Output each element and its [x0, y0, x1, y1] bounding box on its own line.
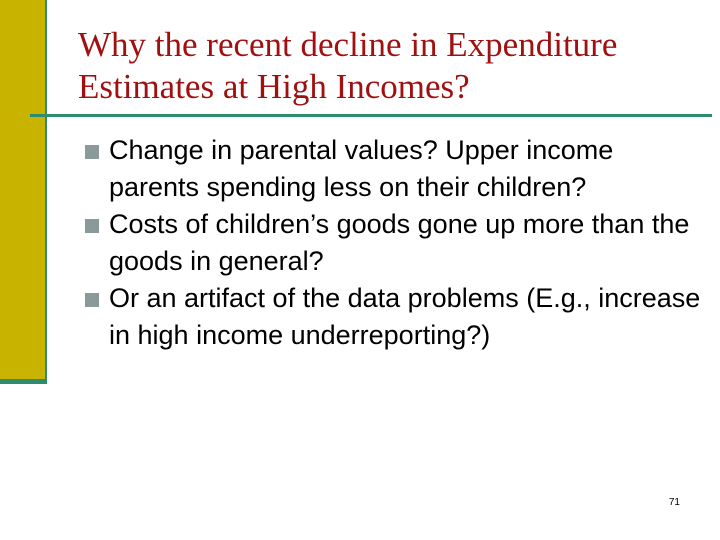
bullet-item — [85, 206, 705, 280]
bullet-item — [85, 132, 705, 206]
bullet-text: Or an artifact of the data problems (E.g., increase in high income underreporting?) — [109, 283, 701, 350]
slide-title: Why the recent decline in Expenditure Estimates at High Incomes? — [78, 25, 618, 106]
title-divider — [30, 114, 712, 117]
bullet-list — [85, 132, 705, 354]
square-bullet-icon — [85, 219, 99, 233]
slide-number: 71 — [668, 497, 680, 508]
bullet-text: Change in parental values? Upper income parents spending less on their children? — [109, 135, 614, 202]
accent-bar-border — [45, 0, 47, 384]
bullet-item — [85, 280, 705, 354]
accent-bar — [0, 0, 45, 381]
square-bullet-icon — [85, 145, 99, 159]
bullet-text: Costs of children’s goods gone up more than the goods in general? — [109, 209, 690, 276]
square-bullet-icon — [85, 293, 99, 307]
accent-bar-bottom-edge — [0, 379, 47, 384]
